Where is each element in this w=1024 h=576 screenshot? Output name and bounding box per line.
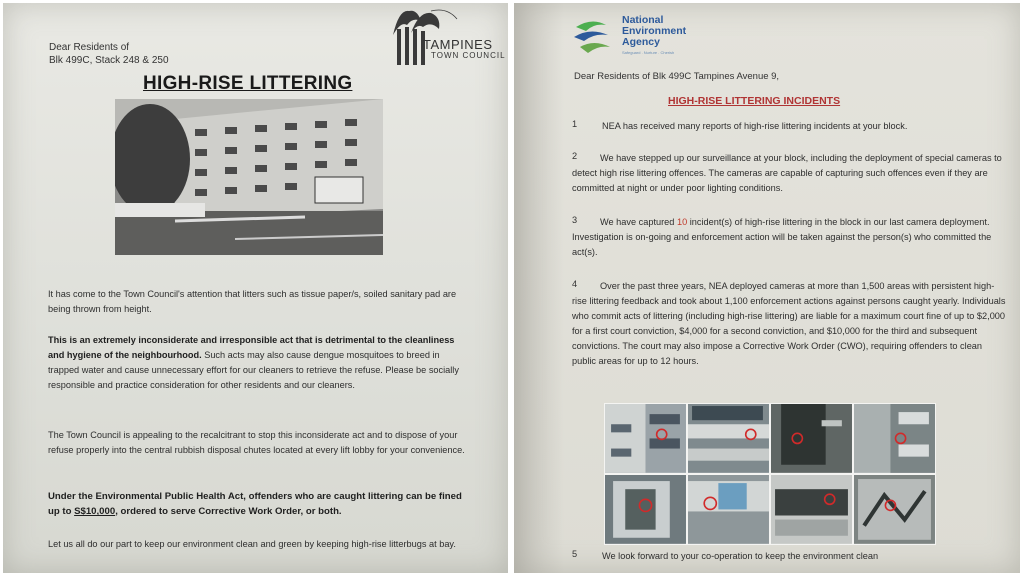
logo-subtitle: TOWN COUNCIL (431, 51, 506, 60)
nea-swirl-icon (572, 17, 612, 57)
paragraph-legal-warning (48, 489, 473, 519)
notice-greeting (49, 41, 209, 67)
paragraph: It has come to the Town Council's attention that litters such as tissue paper/s, soiled sanitary pad are being thrown from height. (48, 289, 457, 314)
item-number: 5 (572, 549, 578, 559)
paragraph-text: Under the Environmental Public Health Act, offenders who are caught littering can be fined up to (48, 491, 462, 517)
nea-logo-name: National Environment Agency (622, 14, 687, 48)
paragraph: The Town Council is appealing to the recalcitrant to stop this inconsiderate act and to dispose of your refuse properly into the central rubbish disposal chutes located at every lift lobby for your convenience. (48, 430, 465, 455)
emphasis-text: This is an extremely inconsiderate and irresponsible act that is detrimental to the cleanliness and hygiene of the neighbourhood. (48, 335, 455, 360)
greeting-line: Blk 499C, Stack 248 & 250 (49, 55, 169, 66)
notice-title: HIGH-RISE LITTERING (143, 73, 353, 94)
paragraph-text: incident(s) of high-rise littering in the block in our last camera deployment. Investigation is on-going and enforcement action will be taken against the person(s) who committed the act(s). (572, 217, 992, 257)
paragraph-text: Such acts may also cause dengue mosquitoes to breed in trapped water and cause unnecessary effort for our cleaners to retrieve the refuse. Please be socially responsible and practice consideration for other residents and our cleaners. (48, 350, 459, 390)
notice-title: HIGH-RISE LITTERING INCIDENTS (668, 95, 841, 107)
fine-amount: S$10,000 (74, 506, 116, 517)
camera-capture-2 (688, 404, 769, 473)
paragraph: NEA has received many reports of high-rise littering incidents at your block. (602, 121, 908, 131)
nea-notice (514, 3, 1020, 573)
paragraph-text: We have captured (600, 217, 677, 227)
nea-logo-tagline: Safeguard . Nurture . Cherish (622, 50, 675, 55)
camera-capture-3 (771, 404, 852, 473)
camera-capture-5 (605, 475, 686, 544)
paragraph: We look forward to your co-operation to keep the environment clean (602, 551, 879, 561)
paragraph: We have stepped up our surveillance at your block, including the deployment of special cameras to detect high rise littering offences. The cameras are capable of capturing such offences even if they are committed at night or under poor lighting conditions. (572, 153, 1002, 193)
camera-capture-8 (854, 475, 935, 544)
paragraph (48, 333, 468, 393)
paragraph (572, 215, 1008, 260)
camera-capture-7 (771, 475, 852, 544)
camera-capture-1 (605, 404, 686, 473)
notice-greeting: Dear Residents of Blk 499C Tampines Avenue 9, (574, 71, 780, 82)
item-number: 2 (572, 151, 578, 161)
hdb-block-photo (115, 99, 383, 255)
incident-count: 10 (676, 217, 688, 227)
item-number: 3 (572, 215, 578, 225)
paragraph-text: , ordered to serve Corrective Work Order, or both. (115, 506, 342, 517)
item-number: 4 (572, 279, 578, 289)
logo-name: TAMPINES (423, 37, 493, 52)
evidence-photo-grid (604, 403, 936, 545)
paragraph: Over the past three years, NEA deployed cameras at more than 1,500 areas with persistent high-rise littering feedback and took about 1,100 enforcement actions against persons caught yearly. Individuals who commit acts of littering (including high-rise littering) are liable for a maximum court fine of up to $2,000 for a first court conviction, $4,000 for a second conviction, and $10,000 for the third and subsequent convictions. The court may also impose a Corrective Work Order (CWO), requiring offenders to clean public areas for up to 12 hours. (572, 281, 1006, 366)
paragraph: Let us all do our part to keep our environment clean and green by keeping high-rise litterbugs at bay. (48, 539, 456, 549)
greeting-line: Dear Residents of (49, 42, 130, 53)
town-council-notice (3, 3, 508, 573)
camera-capture-4 (854, 404, 935, 473)
item-number: 1 (572, 119, 578, 129)
camera-capture-6 (688, 475, 769, 544)
